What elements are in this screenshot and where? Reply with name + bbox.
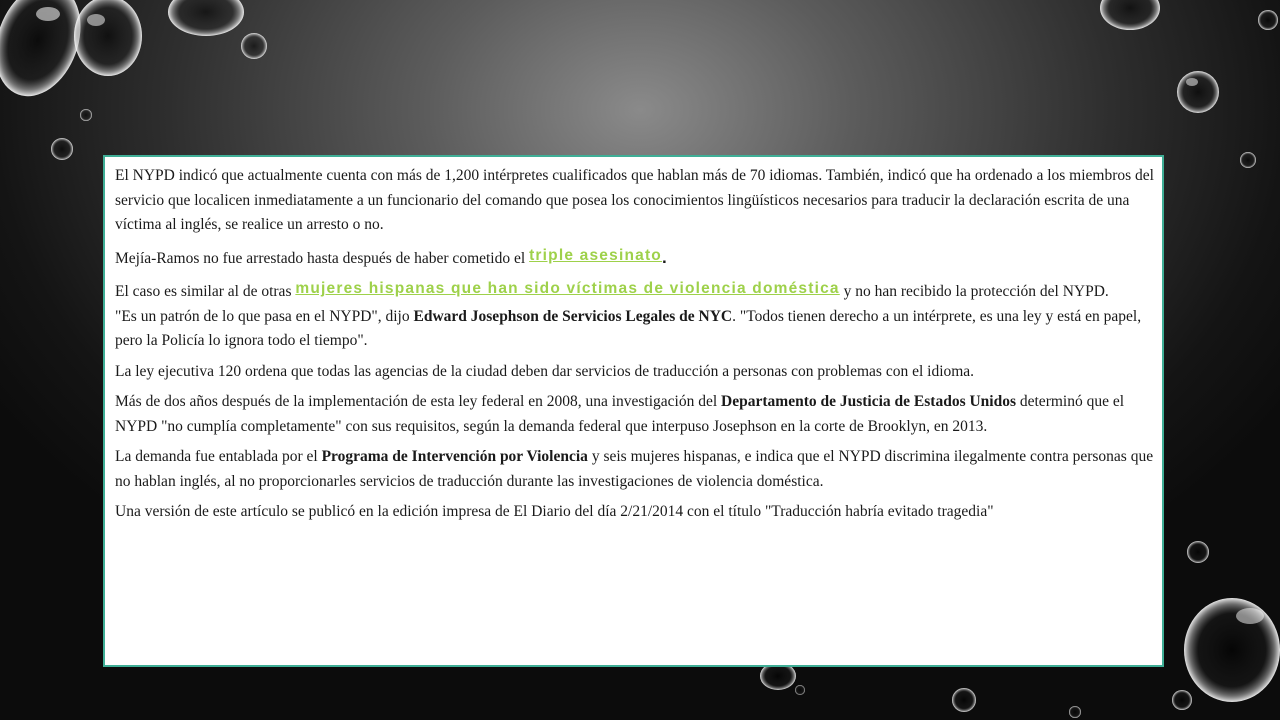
article-text-box [103,155,1164,667]
paragraph-5-text-2: determinó que el NYPD "no cumplía completamente" con sus requisitos, según la demanda federal que interpuso Josephson en la corte de Brooklyn, en 2013. [115,393,1125,435]
bubble [80,109,92,121]
violence-intervention-program: Programa de Intervención por Violencia [321,448,588,465]
paragraph-6-text-2: y seis mujeres hispanas, e indica que el NYPD discrimina ilegalmente contra personas que no hablan inglés, al no proporcionarles servicios de traducción durante las investigaciones de violencia doméstica. [115,448,1154,490]
bubble [168,0,244,36]
mujeres-hispanas-link[interactable]: mujeres hispanas que han sido víctimas de violencia doméstica [295,280,840,297]
bubble [241,33,267,59]
department-of-justice: Departamento de Justicia de Estados Unidos [721,393,1016,410]
quote-speaker: Edward Josephson de Servicios Legales de NYC [413,307,733,325]
bubble [1240,152,1256,168]
paragraph-6 [115,445,1154,494]
paragraph-3 [115,277,1154,354]
bubble [51,138,73,160]
bubble [1258,10,1278,30]
quote-end: . "Todos tienen derecho a un intérprete, es una ley y está en papel, pero la Policía lo ignora todo el tiempo". [115,307,1142,349]
triple-asesinato-link[interactable]: triple asesinato [529,246,662,264]
bubble [1177,71,1219,113]
bubble [1100,0,1160,30]
paragraph-3-text-2: y no han recibido la protección del NYPD. [839,283,1109,300]
bubble [1184,598,1280,702]
paragraph-4 [115,360,1154,385]
bubble [795,685,805,695]
paragraph-4-text: La ley ejecutiva 120 ordena que todas las agencias de la ciudad deben dar servicios de traducción a personas con problemas con el idioma. [115,362,975,380]
paragraph-2 [115,244,1154,272]
paragraph-2-text: Mejía-Ramos no fue arrestado hasta después de haber cometido el [115,249,530,267]
bubble [1172,690,1192,710]
paragraph-1-text: El NYPD indicó que actualmente cuenta con más de 1,200 intérpretes cualificados que hablan más de 70 idiomas. También, indicó que ha ordenado a los miembros del servicio que localicen inmediatamente a un funcionario del comando que posea los conocimientos lingüísticos necesarios para traducir la declaración escrita de una víctima al inglés, se realice un arresto o no. [115,167,1154,233]
quote-start: "Es un patrón de lo que pasa en el NYPD", dijo [115,307,414,325]
bubble [1187,541,1209,563]
paragraph-7-text: Una versión de este artículo se publicó en la edición impresa de El Diario del día 2/21/2014 con el título "Traducción habría evitado tragedia" [115,503,994,520]
bubble [1069,706,1081,718]
paragraph-3-text: El caso es similar al de otras [115,283,296,300]
paragraph-6-text: La demanda fue entablada por el [115,448,322,465]
paragraph-1 [115,164,1154,238]
bubble [74,0,142,76]
paragraph-7 [115,500,1154,525]
paragraph-5 [115,390,1154,439]
paragraph-2-period: . [661,247,667,267]
bubble [952,688,976,712]
paragraph-5-text: Más de dos años después de la implementación de esta ley federal en 2008, una investigación del [115,393,722,410]
